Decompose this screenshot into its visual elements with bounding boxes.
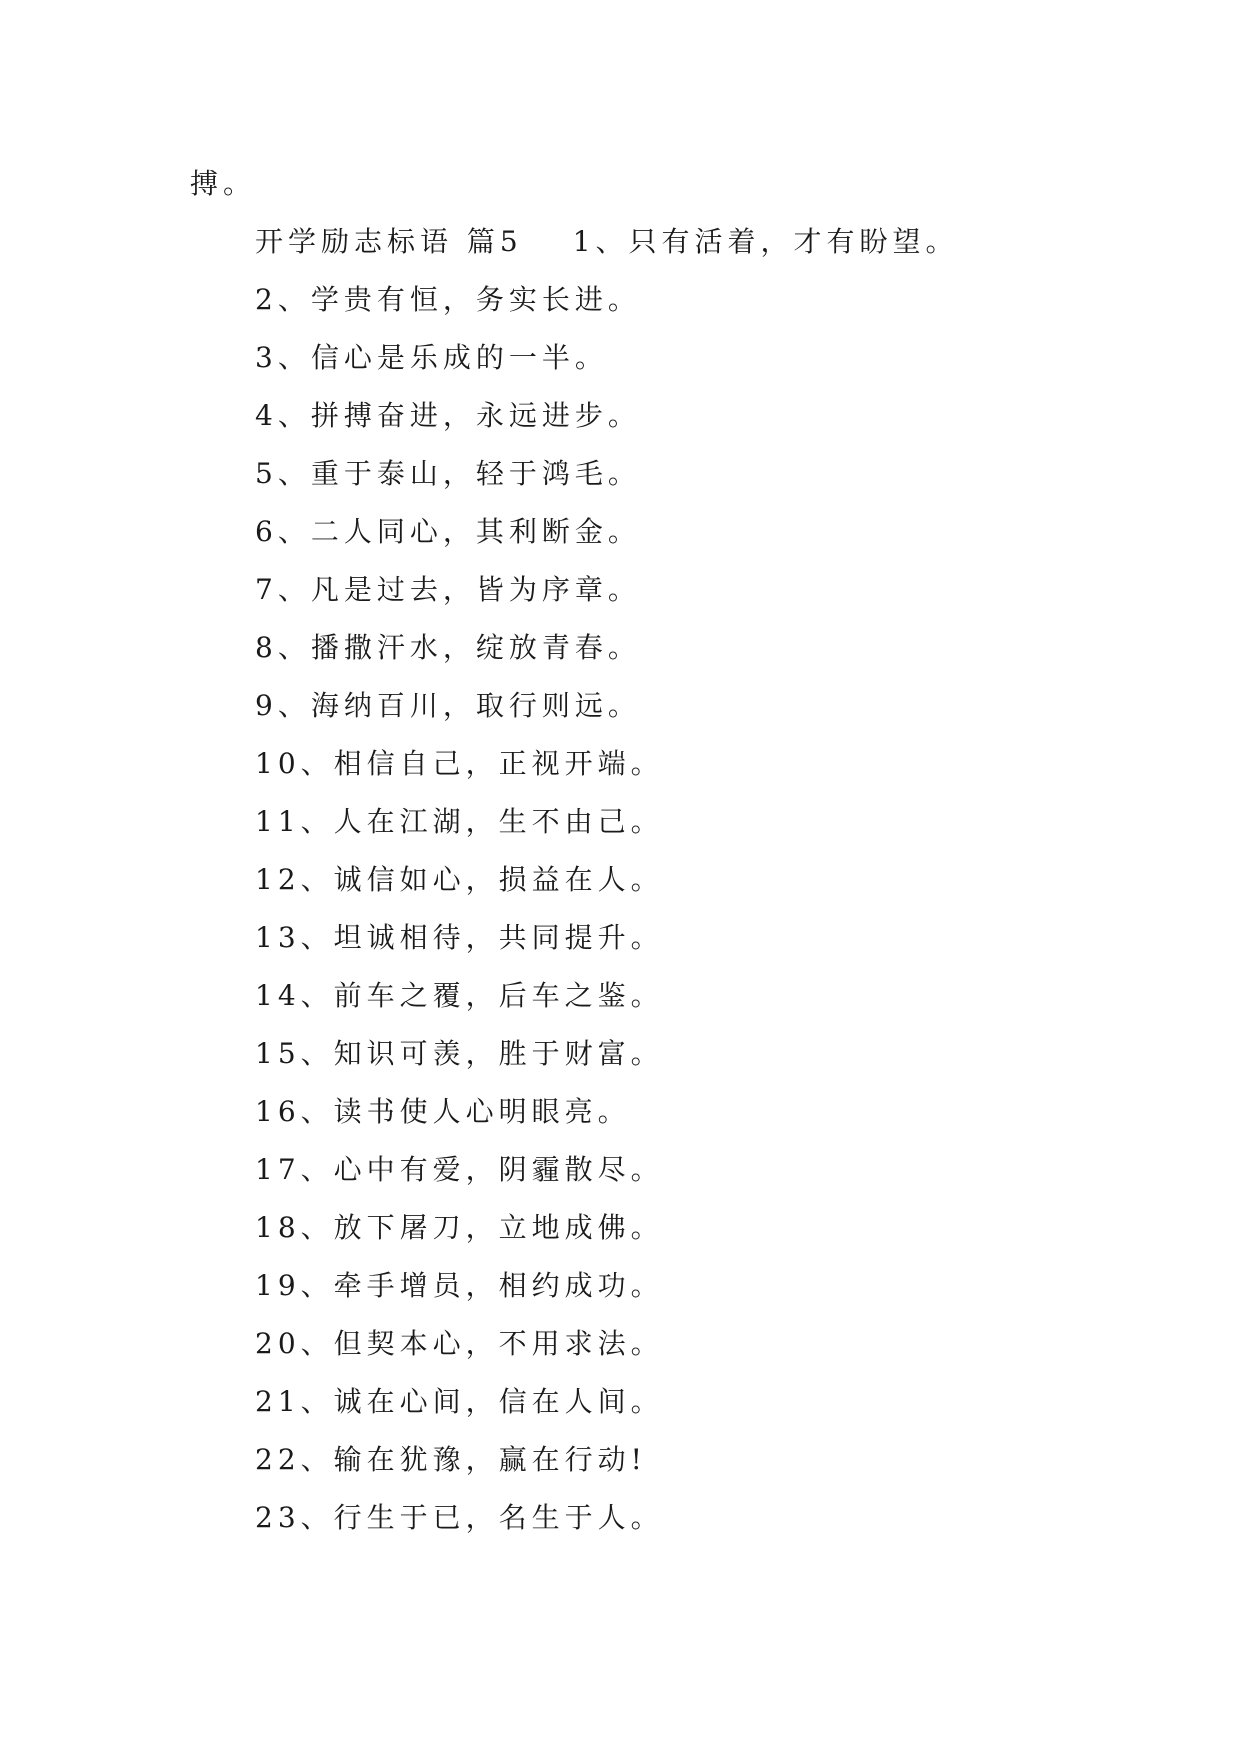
list-item-first: 1、只有活着，才有盼望。: [572, 225, 959, 258]
list-item: 20、但契本心，不用求法。: [255, 1327, 664, 1360]
list-item: 15、知识可羡，胜于财富。: [255, 1037, 664, 1070]
list-item: 21、诚在心间，信在人间。: [255, 1385, 664, 1418]
list-item: 16、读书使人心明眼亮。: [255, 1095, 631, 1128]
list-item: 14、前车之覆，后车之鉴。: [255, 979, 664, 1012]
list-item: 7、凡是过去，皆为序章。: [255, 573, 641, 606]
list-item: 6、二人同心，其利断金。: [255, 515, 641, 548]
list-item: 17、心中有爱，阴霾散尽。: [255, 1153, 664, 1186]
list-item: 10、相信自己，正视开端。: [255, 747, 664, 780]
list-item: 23、行生于已，名生于人。: [255, 1501, 664, 1534]
list-item: 9、海纳百川，取行则远。: [255, 689, 641, 722]
list-item: 18、放下屠刀，立地成佛。: [255, 1211, 664, 1244]
list-item: 4、拼搏奋进，永远进步。: [255, 399, 641, 432]
list-item: 11、人在江湖，生不由己。: [255, 805, 664, 838]
slogan-list: [255, 282, 664, 1558]
list-item: 22、输在犹豫，赢在行动!: [255, 1443, 647, 1476]
list-item: 12、诚信如心，损益在人。: [255, 863, 664, 896]
section-heading-line: [255, 224, 959, 260]
section-heading: 开学励志标语 篇5: [255, 225, 523, 258]
list-item: 13、坦诚相待，共同提升。: [255, 921, 664, 954]
list-item: 19、牵手增员，相约成功。: [255, 1269, 664, 1302]
continuation-text: 搏。: [190, 167, 257, 200]
list-item: 5、重于泰山，轻于鸿毛。: [255, 457, 641, 490]
list-item: 2、学贵有恒，务实长进。: [255, 283, 641, 316]
list-item: 8、播撒汗水，绽放青春。: [255, 631, 641, 664]
list-item: 3、信心是乐成的一半。: [255, 341, 608, 374]
